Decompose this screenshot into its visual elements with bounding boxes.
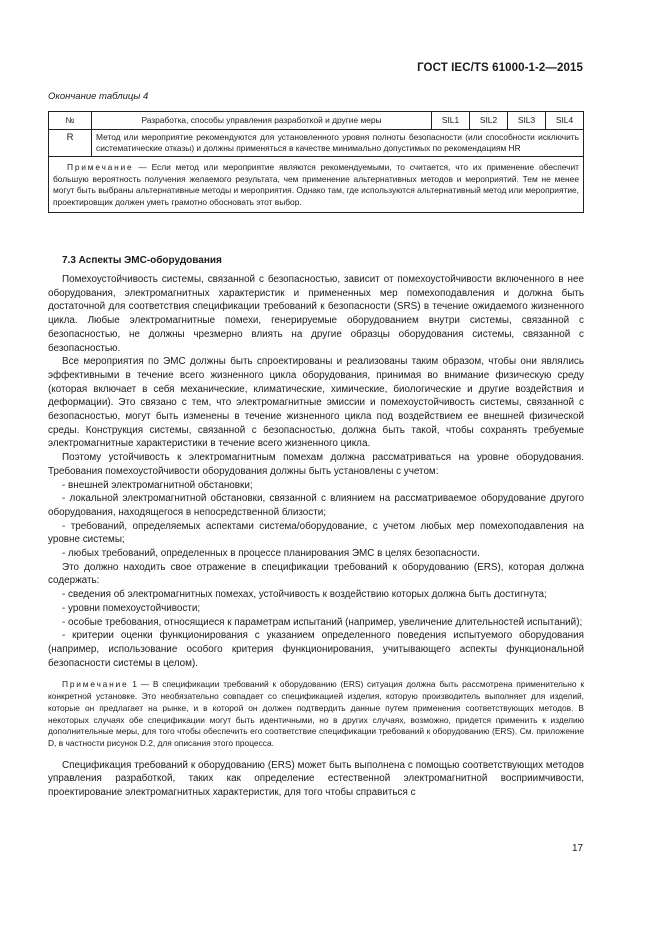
column-header-sil4: SIL4 (546, 112, 584, 130)
body-text (48, 273, 584, 800)
paragraph: Помехоустойчивость системы, связанной с безопасностью, зависит от помехоустойчивости включенного в нее оборудования, электромагнитных характеристик и примененных мер помехоподавления и должна быть достаточной для соответствия спецификации требований к безопасности (SRS) в течение ожидаемого жизненного цикла. Любые электромагнитные помехи, генерируемые оборудованием внутри системы, связанной с безопасностью, не должны чрезмерно влиять на другие образцы оборудования системы, связанной с безопасностью. (48, 274, 584, 354)
paragraph: Все мероприятия по ЭМС должны быть спроектированы и реализованы таким образом, чтобы они являлись эффективными в течение всего жизненного цикла оборудования, принимая во внимание физическую среду (которая включает в себя механические, климатические, химические, биологические и другие воздействия и деформации). Это связано с тем, что электромагнитные эмиссии и помехоустойчивость системы, связанной с безопасностью, могут быть изменены в течение жизненного цикла под воздействием ее внешней физической среды. Конструкция системы, связанной с безопасностью, должна быть такой, чтобы сохранять требуемые электромагнитные характеристики в течение всего жизненного цикла. (48, 356, 584, 450)
list-item: - локальной электромагнитной обстановки, связанной с влиянием на рассматриваемое оборудование другого оборудования, находящегося в непосредственной близости; (48, 493, 584, 518)
column-header-sil1: SIL1 (432, 112, 470, 130)
column-header-description: Разработка, способы управления разработкой и другие меры (92, 112, 432, 130)
list-item: - требований, определяемых аспектами система/оборудование, с учетом любых мер помехоподавления на уровне системы; (48, 520, 584, 546)
table-note-row (49, 157, 584, 213)
table-header-row (49, 112, 584, 130)
page-number: 17 (572, 843, 584, 854)
table-note-text: — Если метод или мероприятие являются рекомендуемыми, то считается, что их применение обеспечит большую вероятность получения желаемого результата, чем применение альтернативных методов и мероприятий. Тем не менее могут быть выбраны альтернативные методы и мероприятия. Однако там, где используются альтернативный метод или мероприятие, проектировщик должен уметь грамотно обосновать этот выбор. (53, 162, 579, 207)
list-item: - критерии оценки функционирования с указанием определенного поведения испытуемого оборудования (например, использование особого критерия функционирования, учитывающего аспекты функциональной безопасности системы в целом). (48, 630, 584, 669)
paragraph: Поэтому устойчивость к электромагнитным помехам должна рассматриваться на уровне оборудования. Требования помехоустойчивости оборудования должны быть установлены с учетом: (48, 452, 584, 477)
note-1-label: Примечание (62, 679, 129, 690)
table-note (49, 157, 584, 213)
table-note-label: Примечание (67, 162, 134, 172)
column-header-number: № (49, 112, 92, 130)
table-caption: Окончание таблицы 4 (48, 91, 149, 102)
row-description: Метод или мероприятие рекомендуются для установленного уровня полноты безопасности (или способности исключить систематические отказы) и должны применяться в качестве минимально допустимых по рекомендациям HR (92, 130, 584, 157)
column-header-sil3: SIL3 (508, 112, 546, 130)
list-item: - сведения об электромагнитных помехах, устойчивость к воздействию которых должна быть достигнута; (62, 589, 547, 601)
table-row (49, 130, 584, 157)
list-item: - любых требований, определенных в процессе планирования ЭМС в целях безопасности. (62, 548, 480, 560)
column-header-sil2: SIL2 (470, 112, 508, 130)
methods-table (48, 111, 584, 213)
list-item: - внешней электромагнитной обстановки; (62, 479, 253, 491)
note-1 (48, 679, 584, 749)
section-title: 7.3 Аспекты ЭМС-оборудования (62, 255, 222, 266)
list-item: - уровни помехоустойчивости; (62, 602, 201, 614)
paragraph: Спецификация требований к оборудованию (ERS) может быть выполнена с помощью соответствующих методов управления разработкой, таких как определение естественной электромагнитной восприимчивости, проектирование электромагнитных характеристик, для того чтобы справиться с (48, 759, 584, 799)
row-code: R (49, 130, 92, 157)
paragraph: Это должно находить свое отражение в спецификации требований к оборудованию (ERS), которая должна содержать: (48, 561, 584, 587)
note-1-text: 1 — В спецификации требований к оборудованию (ERS) ситуация должна быть рассмотрена применительно к конкретной установке. Это необязательно совпадает со спецификацией изделия, которую производитель выполняет для изделий, которые он предлагает на рынке, и в которой он должен подтвердить данные путем применения соответствующих методов. В некоторых случаях обе спецификации могут быть идентичными, но в других случаях, возможно, придется применить к изделию дополнительные меры, для того чтобы обеспечить его соответствие спецификации требований к оборудованию (ERS). См. приложение D, в частности рисунок D.2, для описания этого процесса. (48, 679, 584, 748)
list-item: - особые требования, относящиеся к параметрам испытаний (например, увеличение длительностей испытаний); (62, 616, 583, 628)
document-header: ГОСТ IEC/TS 61000-1-2—2015 (417, 62, 583, 74)
